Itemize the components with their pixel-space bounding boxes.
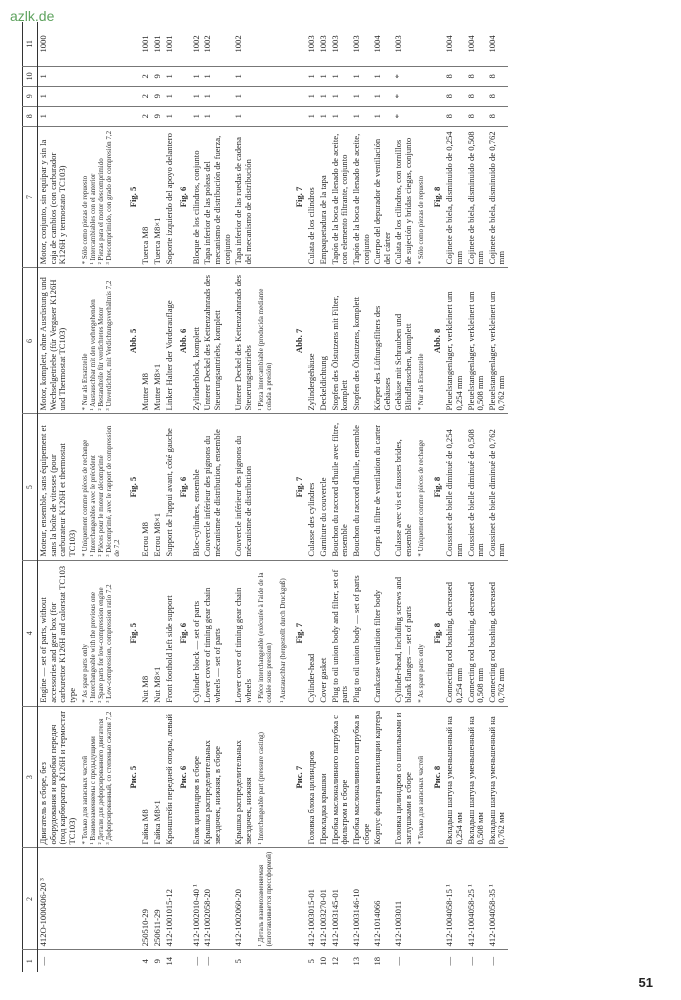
cell-es: Cojinete de biela, disminuido de 0,762 mm <box>487 126 508 268</box>
cell-part-number: 412-1002060-20 <box>233 848 254 950</box>
cell-de: Mutter M8×1 <box>152 268 164 414</box>
col-header: 1 <box>23 950 38 972</box>
cell-en: Connecting rod bushing, decreased 0,254 mm <box>444 560 465 706</box>
cell-part-number: 412-1004058-35 ¹ <box>487 848 508 950</box>
table-row <box>487 22 508 972</box>
footnote-es: * Sólo como piezas de repuesto ¹ Intercambiables con el anterior ² Piezas para el motor descomprimido ³ Descomprimido, con grado de compresión 7,2 <box>79 126 125 268</box>
cell-fr: Bouchon du raccord d'huile, ensemble <box>351 414 372 560</box>
figure-label: Fig. 6 <box>175 126 191 268</box>
col-header: 2 <box>23 848 38 950</box>
figure-label: Рис. 7 <box>291 706 307 848</box>
cell-fr: Bouchon du raccord d'huile avec filtre, ensemble <box>330 414 351 560</box>
table-row <box>466 22 487 972</box>
footnotes-row <box>277 22 291 972</box>
cell-part-number: 412-1004058-25 ¹ <box>466 848 487 950</box>
table-row <box>191 22 203 972</box>
footnote: * Nur als Ersatzteile <box>415 268 429 414</box>
cell-ru: Крышка распределительных звездочек, нижняя, в сборе <box>202 706 233 848</box>
cell-ru: Гайка М8 <box>140 706 152 848</box>
figure-label: Fig. 7 <box>291 126 307 268</box>
cell-fr: Couvercle inférieur des pignons du mécanisme de distribution, ensemble <box>202 414 233 560</box>
col-header: 6 <box>23 268 38 414</box>
cell-qty: 8 <box>466 66 487 86</box>
cell-pos: 10 <box>318 950 330 972</box>
cell-qty: 1 <box>233 106 254 126</box>
footnote-fr: * Uniquement comme pièces de rechange ¹ Interchangeables avec le précédent ² Pièces pour le moteur décomprimé ³ Décomprimé, avec le rapport de compression de 7,2 <box>79 414 125 560</box>
figure-label: Abb. 5 <box>125 268 141 414</box>
cell-es: Culata de los cilindros <box>306 126 318 268</box>
cell-part-number: 412-1003270-01 <box>318 848 330 950</box>
cell-pos: 9 <box>152 950 164 972</box>
cell-qty: * <box>393 86 414 106</box>
cell-group: 1001 <box>163 35 174 53</box>
footnote: ¹ Деталь взаимозаменяемая (изготавливается прессформой) <box>255 848 277 950</box>
cell-en: Nut M8 <box>140 560 152 706</box>
cell-ru: Гайка М8×1 <box>152 706 164 848</box>
figure-label: Fig. 5 <box>125 414 141 560</box>
figure-label: Abb. 8 <box>429 268 445 414</box>
cell-part-number: 412О-1000406-20 ³ <box>38 848 79 950</box>
cell-qty: 1 <box>38 66 79 86</box>
cell-ru: Прокладка крышки <box>318 706 330 848</box>
table-row <box>306 22 318 972</box>
cell-ru: Двигатель в сборе, без оборудования и коробки передач (под карбюратор К126Н и термостат ТС103) <box>38 706 79 848</box>
cell-ru: Пробка маслоналивного патрубка с фильтром в сборе <box>330 706 351 848</box>
figure-label-row <box>291 22 307 972</box>
site-watermark: azlk.de <box>10 8 55 24</box>
cell-pos: 4 <box>140 950 152 972</box>
footnote-de: * Nur als Ersatzteile ¹ Austauschbar mit den vorhergehenden ² Bestandteile für verdichtetes Motor ³ Unverdichtet, mit Verdichtungsverhältnis 7,2 <box>79 268 125 414</box>
col-header: 11 <box>23 22 38 66</box>
figure-label: Fig. 6 <box>175 414 191 560</box>
cell-qty: 1 <box>306 86 318 106</box>
cell-qty: 1 <box>164 66 176 86</box>
cell-en: Cylinder-head <box>306 560 318 706</box>
figure-label: Fig. 5 <box>125 560 141 706</box>
figure-label-row <box>175 22 191 972</box>
cell-qty: 1 <box>164 86 176 106</box>
col-header: 7 <box>23 126 38 268</box>
table-body <box>38 22 509 972</box>
cell-qty: 1 <box>202 106 233 126</box>
cell-fr: Couvercle inférieur des pignons du mécanisme de distribution <box>233 414 254 560</box>
col-header: 10 <box>23 66 38 86</box>
cell-part-number: 412-1002058-20 <box>202 848 233 950</box>
cell-de: Pleuelstangenlager, verkleinert um 0,254 mm <box>444 268 465 414</box>
cell-qty: 8 <box>444 106 465 126</box>
cell-fr: Coussinet de bielle diminué de 0,254 mm <box>444 414 465 560</box>
figure-label: Рис. 5 <box>125 706 141 848</box>
cell-qty: 8 <box>487 106 508 126</box>
cell-group: 1003 <box>318 35 328 53</box>
cell-fr: Coussinet de bielle diminué de 0,762 mm <box>487 414 508 560</box>
cell-en: Engine — set of parts, without accessories and gear box (for carburettor K126H and calorstat TC103 type <box>38 560 79 706</box>
cell-qty: 1 <box>351 66 372 86</box>
cell-ru: Вкладыш шатуна уменьшенный на 0,254 мм <box>444 706 465 848</box>
table-row <box>152 22 164 972</box>
figure-label: Fig. 7 <box>291 414 307 560</box>
cell-part-number: 412-1004058-15 ¹ <box>444 848 465 950</box>
cell-qty: 8 <box>487 86 508 106</box>
cell-qty: 9 <box>152 106 164 126</box>
cell-part-number: 412-1003145-01 <box>330 848 351 950</box>
cell-en: Plug to oil union body and filter, set of parts <box>330 560 351 706</box>
cell-pos: — <box>38 950 79 972</box>
cell-qty: 1 <box>351 86 372 106</box>
cell-pos: — <box>393 950 414 972</box>
cell-part-number: 250611-29 <box>152 848 164 950</box>
figure-label-row <box>429 22 445 972</box>
cell-qty: 1 <box>318 66 330 86</box>
cell-part-number: 412-1003146-10 <box>351 848 372 950</box>
cell-qty: 1 <box>202 86 233 106</box>
cell-es: Tapón de la boca de llenado de aceite, conjunto <box>351 126 372 268</box>
cell-de: Linker Halter der Vorderauflage <box>164 268 176 414</box>
cell-es: Tapa inferior de las poleas del mecanismo de distribución de fuerza, conjunto <box>202 126 233 268</box>
cell-en: Crankcase ventilation filter body <box>372 560 393 706</box>
col-header: 3 <box>23 706 38 848</box>
cell-de: Körper des Lüftungsfilters des Gehäuses <box>372 268 393 414</box>
cell-qty: 8 <box>444 66 465 86</box>
cell-part-number: 412-1002010-40 ¹ <box>191 848 203 950</box>
cell-fr: Garniture du couvercle <box>318 414 330 560</box>
footnote-en: * As spare parts only ¹ Interchangeable with the previous one ² Spare parts for low-compression engine ³ Low-compression, compression ratio 7,2 <box>79 560 125 706</box>
figure-label: Abb. 7 <box>291 268 307 414</box>
cell-en: Connecting rod bushing, decreased 0,762 mm <box>487 560 508 706</box>
cell-de: Stopfen des Ölstutzens mit Filter, komplett <box>330 268 351 414</box>
cell-qty: 9 <box>152 86 164 106</box>
footnote: ¹ Pièce interchangeable (exécutée à l'aide de la coulée sous pression) <box>255 560 277 706</box>
table-row <box>140 22 152 972</box>
cell-de: Mutter M8 <box>140 268 152 414</box>
cell-de: Stopfen des Ölstutzens, komplett <box>351 268 372 414</box>
cell-qty: 1 <box>38 106 79 126</box>
cell-pos: — <box>487 950 508 972</box>
cell-qty: 1 <box>191 86 203 106</box>
cell-pos: 13 <box>351 950 372 972</box>
cell-qty: * <box>393 106 414 126</box>
cell-de: Deckeldichtung <box>318 268 330 414</box>
cell-qty: 1 <box>372 106 393 126</box>
table-row <box>372 22 393 972</box>
cell-en: Lower cover of timing gear chain wheels <box>233 560 254 706</box>
cell-group: 1001 <box>151 35 162 53</box>
parts-catalog-table <box>22 22 508 972</box>
figure-label: Fig. 8 <box>429 126 445 268</box>
cell-qty: 1 <box>233 86 254 106</box>
table-row <box>318 22 330 972</box>
figure-label: Fig. 8 <box>429 560 445 706</box>
cell-group: 1002 <box>233 35 244 53</box>
cell-ru: Кронштейн передней опоры, левый <box>164 706 176 848</box>
cell-qty: 8 <box>466 86 487 106</box>
figure-label: Abb. 6 <box>175 268 191 414</box>
cell-pos: 18 <box>372 950 393 972</box>
cell-qty: 1 <box>202 66 233 86</box>
table-row <box>444 22 465 972</box>
cell-en: Front foothold left side support <box>164 560 176 706</box>
cell-fr: Culasse avec vis et fausses brides, ensemble <box>393 414 414 560</box>
page-number: 51 <box>638 975 653 990</box>
cell-fr: Corps du filtre de ventilation du carter <box>372 414 393 560</box>
cell-qty: 1 <box>191 66 203 86</box>
cell-group: 1004 <box>486 35 497 53</box>
table-row <box>330 22 351 972</box>
cell-fr: Ecrou M8 <box>140 414 152 560</box>
footnote: ¹ Interchangeable part (pressure casting) <box>255 706 277 848</box>
cell-qty: 8 <box>487 66 508 86</box>
cell-group: 1003 <box>306 35 317 53</box>
cell-pos: — <box>444 950 465 972</box>
cell-qty: 1 <box>372 86 393 106</box>
cell-en: Connecting rod bushing, decreased 0,508 mm <box>466 560 487 706</box>
cell-de: Pleuelstangenlager, verkleinert um 0,508 mm <box>466 268 487 414</box>
cell-ru: Корпус фильтра вентиляции картера <box>372 706 393 848</box>
cell-en: Lower cover of timing gear chain wheels — set of parts <box>202 560 233 706</box>
cell-pos: 5 <box>233 950 254 972</box>
footnote: * Uniquement comme pièces de rechange <box>415 414 429 560</box>
cell-qty: 1 <box>38 86 79 106</box>
cell-es: Bloque de los cilindros, conjunto <box>191 126 203 268</box>
cell-qty: * <box>393 66 414 86</box>
cell-qty: 1 <box>306 106 318 126</box>
cell-qty: 8 <box>444 86 465 106</box>
parts-catalog-table-wrapper <box>22 22 681 972</box>
cell-de: Unterer Deckel des Kettenzahnrads des Steuerungsantriebs, komplett <box>202 268 233 414</box>
col-header: 8 <box>23 106 38 126</box>
cell-es: Tuerca M8 <box>140 126 152 268</box>
figure-label: Рис. 8 <box>429 706 445 848</box>
figure-label: Рис. 6 <box>175 706 191 848</box>
cell-qty: 1 <box>372 66 393 86</box>
figure-label: Fig. 8 <box>429 414 445 560</box>
cell-pos: 12 <box>330 950 351 972</box>
table-row <box>233 22 254 972</box>
cell-es: Cojinete de biela, disminuido de 0,254 mm <box>444 126 465 268</box>
footnote-ru: * Только для запасных частей ¹ Взаимозаменяемы с предыдущими ² Детали для дефорсированного двигателя ³ Дефорсированный, со степенью сжатия 7,2 <box>79 706 125 848</box>
cell-en: Cylinder block — set of parts <box>191 560 203 706</box>
cell-fr: Culasse des cylindres <box>306 414 318 560</box>
cell-qty: 2 <box>140 66 152 86</box>
table-row <box>202 22 233 972</box>
cell-qty: 2 <box>140 106 152 126</box>
cell-qty: 1 <box>330 106 351 126</box>
footnotes-row <box>415 22 429 972</box>
column-number-header <box>23 22 38 972</box>
cell-es: Tuerca M8×1 <box>152 126 164 268</box>
footnote: * Только для запасных частей <box>415 706 429 848</box>
cell-pos: 5 <box>306 950 318 972</box>
footnote: ¹ Pieza intercambiable (producida mediante colada a presión) <box>255 268 277 414</box>
cell-es: Tapa inferior de las ruedas de cadena del mecanismo de distribución <box>233 126 254 268</box>
cell-fr: Bloc-cylindres, ensemble <box>191 414 203 560</box>
table-row <box>38 22 79 972</box>
cell-part-number: 412-1014066 <box>372 848 393 950</box>
cell-ru: Головка цилиндров со шпильками и заглушками в сборе <box>393 706 414 848</box>
cell-es: Empaquetadura de la tapa <box>318 126 330 268</box>
cell-qty: 1 <box>318 106 330 126</box>
cell-qty: 8 <box>466 106 487 126</box>
cell-de: Motor, komplett, ohne Ausrüstung und Wechselgetriebe (für Vergaser K126H und Thermostat TC103) <box>38 268 79 414</box>
cell-en: Plug to oil union body — set of parts <box>351 560 372 706</box>
cell-de: Unterer Deckel des Kettenzahnrads des Steuerungsantriebs <box>233 268 254 414</box>
figure-label: Fig. 5 <box>125 126 141 268</box>
cell-es: Culata de los cilindros, con tornillos de sujeción y bridas ciegas, conjunto <box>393 126 414 268</box>
footnote: * Sólo como piezas de repuesto <box>415 126 429 268</box>
cell-de: Zylindergehäuse <box>306 268 318 414</box>
cell-fr: Moteur, ensemble, sans équipement et sans la boîte de vitesses (pour carburateur K126H et thermostat TC103) <box>38 414 79 560</box>
cell-ru: Вкладыш шатуна уменьшенный на 0,762 мм <box>487 706 508 848</box>
cell-qty: 1 <box>330 86 351 106</box>
cell-group: 1004 <box>465 35 476 53</box>
cell-part-number: 412-1003015-01 <box>306 848 318 950</box>
cell-fr: Coussinet de bielle diminué de 0,508 mm <box>466 414 487 560</box>
cell-de: Pleuelstangenlager, verkleinert um 0,762 mm <box>487 268 508 414</box>
cell-group: 1004 <box>372 35 383 53</box>
cell-es: Motor, conjunto, sin equipar y sin la caja de cambios (con carburador K126H y termostato TC103) <box>38 126 79 268</box>
col-header: 4 <box>23 560 38 706</box>
cell-group: 1004 <box>444 35 455 53</box>
cell-pos: — <box>466 950 487 972</box>
cell-ru: Головка блока цилиндров <box>306 706 318 848</box>
figure-label: Fig. 7 <box>291 560 307 706</box>
cell-part-number: 412-1001015-12 <box>164 848 176 950</box>
cell-pos: — <box>191 950 203 972</box>
cell-group: 1001 <box>140 35 151 53</box>
cell-ru: Пробка маслоналивного патрубка в сборе <box>351 706 372 848</box>
cell-ru: Крышка распределительных звездочек, нижняя <box>233 706 254 848</box>
cell-group: 1000 <box>38 35 48 53</box>
cell-es: Tapón de la boca de llenado de aceite, con elemento filtrante, conjunto <box>330 126 351 268</box>
cell-en: Nut M8×1 <box>152 560 164 706</box>
cell-qty: 2 <box>140 86 152 106</box>
cell-group: 1003 <box>350 35 361 53</box>
cell-de: Gehäuse mit Schrauben und Blindflanschen, komplett <box>393 268 414 414</box>
footnote: ¹ Austauschbar (hergestellt durch Druckguß) <box>277 560 291 706</box>
footnote: * As spare parts only <box>415 560 429 706</box>
col-header: 5 <box>23 414 38 560</box>
cell-en: Cover gasket <box>318 560 330 706</box>
col-header: 9 <box>23 86 38 106</box>
figure-label-row <box>125 22 141 972</box>
footnotes-row <box>255 22 277 972</box>
table-row <box>351 22 372 972</box>
cell-es: Soporte izquierdo del apoyo delantero <box>164 126 176 268</box>
cell-part-number: 412-1003011 <box>393 848 414 950</box>
cell-qty: 9 <box>152 66 164 86</box>
cell-ru: Вкладыш шатуна уменьшенный на 0,508 мм <box>466 706 487 848</box>
cell-fr: Ecrou M8×1 <box>152 414 164 560</box>
cell-qty: 1 <box>233 66 254 86</box>
table-row <box>164 22 176 972</box>
cell-group: 1003 <box>393 35 404 53</box>
table-row <box>393 22 414 972</box>
cell-qty: 1 <box>306 66 318 86</box>
cell-qty: 1 <box>191 106 203 126</box>
cell-ru: Блок цилиндров в сборе <box>191 706 203 848</box>
footnotes-row <box>79 22 125 972</box>
cell-qty: 1 <box>164 106 176 126</box>
cell-pos: 14 <box>164 950 176 972</box>
cell-part-number: 250510-29 <box>140 848 152 950</box>
cell-group: 1002 <box>190 35 201 53</box>
cell-group: 1002 <box>202 35 213 53</box>
cell-qty: 1 <box>351 106 372 126</box>
cell-en: Cylinder-head, including screws and blank flanges — set of parts <box>393 560 414 706</box>
cell-qty: 1 <box>318 86 330 106</box>
cell-es: Cuerpo del depurador de ventilación del cárter <box>372 126 393 268</box>
cell-pos: — <box>202 950 233 972</box>
cell-es: Cojinete de biela, disminuido de 0,508 mm <box>466 126 487 268</box>
cell-fr: Support de l'appui avant, côté gauche <box>164 414 176 560</box>
cell-de: Zylinderblock, komplett <box>191 268 203 414</box>
cell-group: 1003 <box>329 35 340 53</box>
cell-qty: 1 <box>330 66 351 86</box>
figure-label: Fig. 6 <box>175 560 191 706</box>
